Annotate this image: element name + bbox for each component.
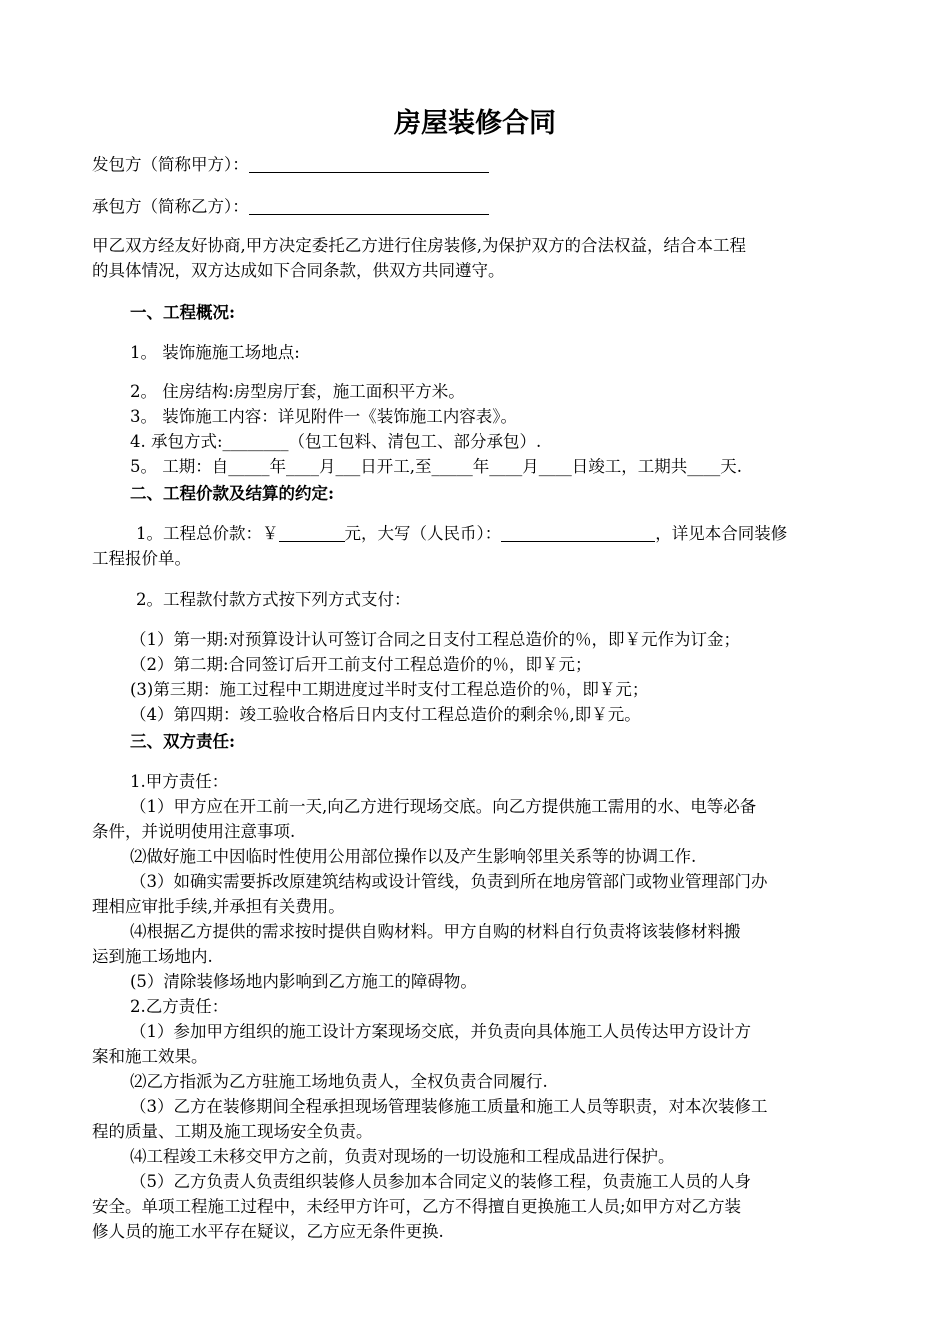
party-b-duty-1-line-1: （1）参加甲方组织的施工设计方案现场交底，并负责向具体施工人员传达甲方设计方	[130, 1022, 751, 1041]
party-a-duty-1-line-2: 条件，并说明使用注意事项.	[92, 822, 296, 841]
payment-stage-2: （2）第二期:合同签订后开工前支付工程总造价的％，即￥元；	[130, 655, 592, 674]
party-a-duty-2: ⑵做好施工中因临时性使用公用部位操作以及产生影响邻里关系等的协调工作.	[130, 847, 697, 866]
capital-amount-label: 元，大写（人民币）：	[344, 524, 502, 543]
party-b-duty-5-line-3: 修人员的施工水平存在疑议，乙方应无条件更换.	[92, 1222, 444, 1241]
party-b-blank	[249, 196, 489, 215]
total-price-blank	[279, 523, 345, 542]
party-a-line	[92, 152, 489, 178]
payment-stage-3: (3)第三期：施工过程中工期进度过半时支付工程总造价的％，即￥元；	[130, 680, 649, 699]
party-b-duty-3-line-2: 程的质量、工期及施工现场安全负责。	[92, 1122, 373, 1141]
intro-line-1: 甲乙双方经友好协商,甲方决定委托乙方进行住房装修,为保护双方的合法权益，结合本工程	[92, 236, 746, 255]
payment-stage-4: （4）第四期：竣工验收合格后日内支付工程总造价的剩余％,即￥元。	[130, 705, 641, 724]
capital-amount-blank	[501, 523, 655, 542]
party-b-label: 承包方（简称乙方）：	[92, 197, 249, 216]
section-1-item-4: 4. 承包方式:________（包工包料、清包工、部分承包）.	[130, 432, 542, 451]
total-price-line	[136, 521, 787, 547]
section-1-heading: 一、工程概况:	[130, 303, 236, 322]
total-price-label: 1。工程总价款：￥	[136, 524, 279, 543]
party-b-duty-5-line-1: （5）乙方负责人负责组织装修人员参加本合同定义的装修工程，负责施工人员的人身	[130, 1172, 751, 1191]
party-a-duty-5: (5）清除装修场地内影响到乙方施工的障碍物。	[130, 972, 477, 991]
section-1-item-1: 1。 装饰施施工场地点:	[130, 343, 300, 362]
party-b-duties-title: 2.乙方责任：	[130, 997, 229, 1016]
party-a-duty-3-line-1: （3）如确实需要拆改原建筑结构或设计管线，负责到所在地房管部门或物业管理部门办	[130, 872, 768, 891]
party-a-duty-1-line-1: （1）甲方应在开工前一天,向乙方进行现场交底。向乙方提供施工需用的水、电等必备	[130, 797, 757, 816]
party-b-duty-2: ⑵乙方指派为乙方驻施工场地负责人，全权负责合同履行.	[130, 1072, 548, 1091]
party-b-line	[92, 194, 489, 220]
payment-method-heading: 2。工程款付款方式按下列方式支付：	[136, 590, 411, 609]
party-b-duty-5-line-2: 安全。单项工程施工过程中，未经甲方许可，乙方不得擅自更换施工人员;如甲方对乙方装	[92, 1197, 742, 1216]
party-a-duty-4-line-2: 运到施工场地内.	[92, 947, 213, 966]
section-2-heading: 二、工程价款及结算的约定:	[130, 484, 335, 503]
total-price-line-2: 工程报价单。	[92, 549, 191, 568]
quote-reference: ，详见本合同装修	[655, 524, 788, 543]
party-b-duty-1-line-2: 案和施工效果。	[92, 1047, 208, 1066]
section-1-item-3: 3。 装饰施工内容：详见附件一《装饰施工内容表》。	[130, 407, 517, 426]
party-a-duties-title: 1.甲方责任：	[130, 772, 229, 791]
section-3-heading: 三、双方责任:	[130, 732, 236, 751]
section-1-item-5: 5。 工期：自_____年____月___日开工,至_____年____月____日竣工，工期共____天.	[130, 457, 742, 476]
section-1-item-2: 2。 住房结构:房型房厅套，施工面积平方米。	[130, 382, 465, 401]
party-a-duty-3-line-2: 理相应审批手续,并承担有关费用。	[92, 897, 345, 916]
payment-stage-1: （1）第一期:对预算设计认可签订合同之日支付工程总造价的％，即￥元作为订金；	[130, 630, 741, 649]
party-a-blank	[249, 154, 489, 173]
party-a-label: 发包方（简称甲方）：	[92, 155, 249, 174]
party-b-duty-4: ⑷工程竣工未移交甲方之前，负责对现场的一切设施和工程成品进行保护。	[130, 1147, 675, 1166]
document-title: 房屋装修合同	[394, 108, 556, 139]
intro-line-2: 的具体情况，双方达成如下合同条款，供双方共同遵守。	[92, 261, 505, 280]
party-b-duty-3-line-1: （3）乙方在装修期间全程承担现场管理装修施工质量和施工人员等职责，对本次装修工	[130, 1097, 768, 1116]
party-a-duty-4-line-1: ⑷根据乙方提供的需求按时提供自购材料。甲方自购的材料自行负责将该装修材料搬	[130, 922, 741, 941]
